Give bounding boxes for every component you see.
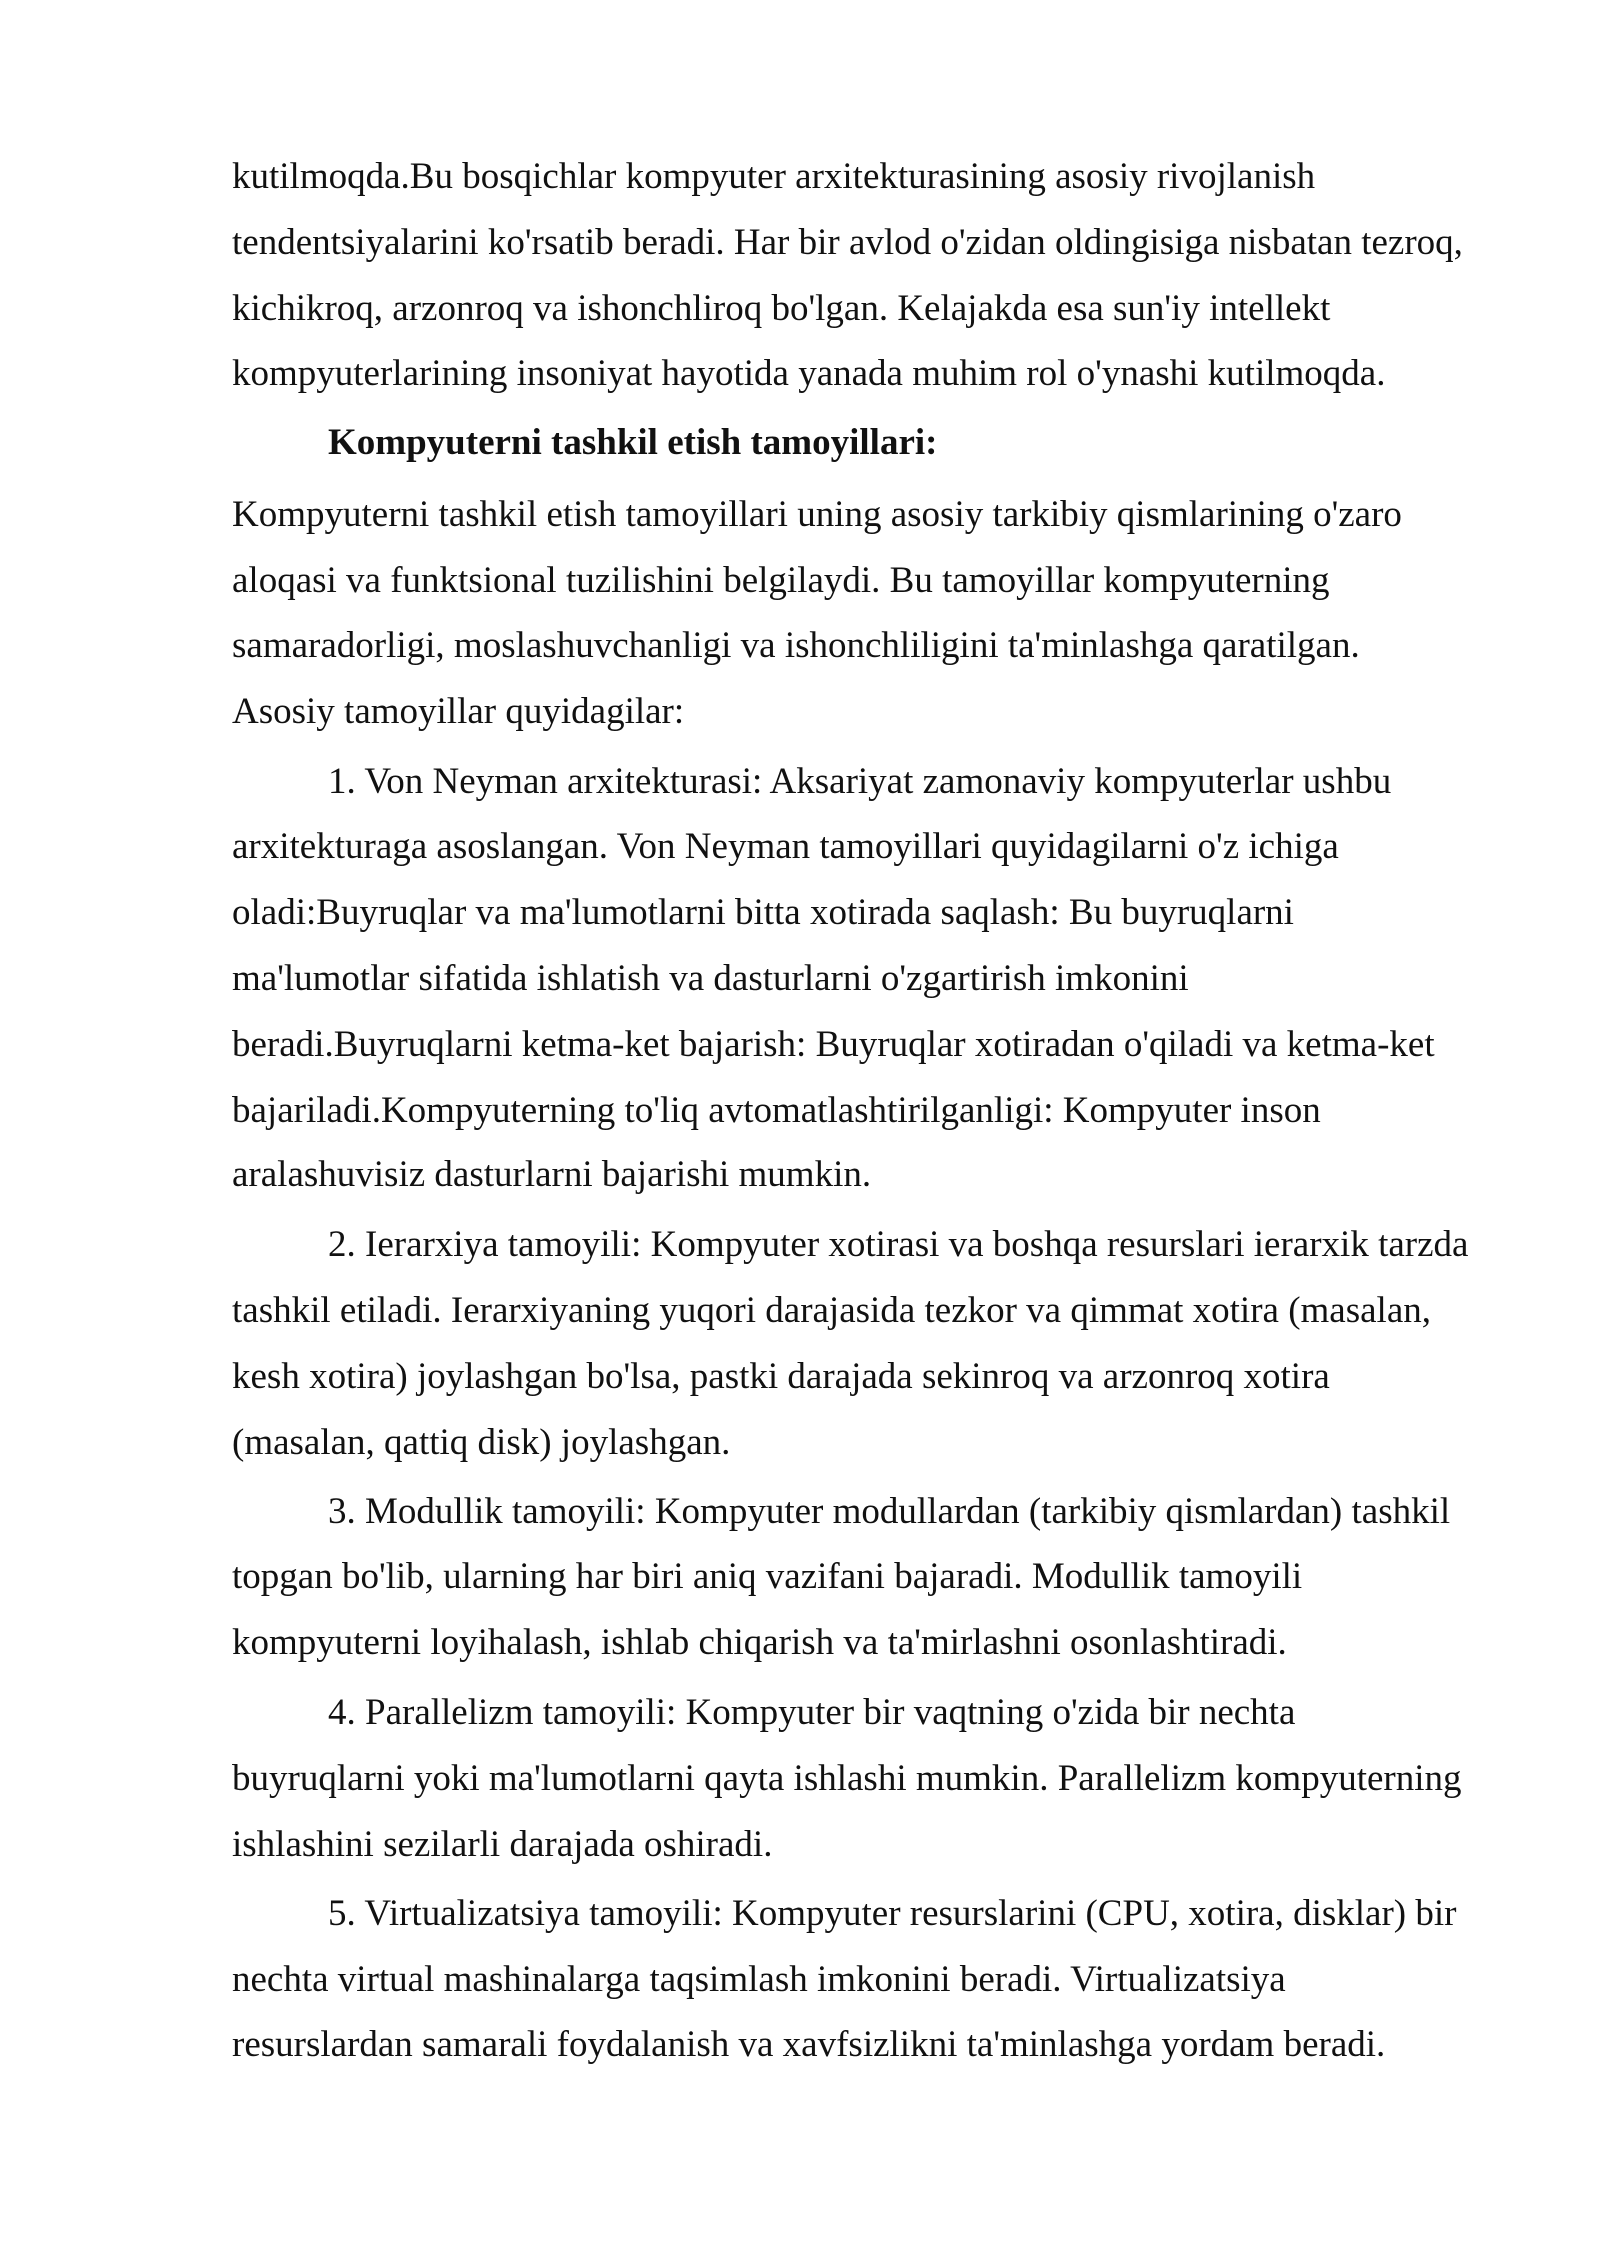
- text-line: buyruqlarni yoki ma'lumotlarni qayta ishlashi mumkin. Parallelizm kompyuterning: [232, 1758, 1462, 1799]
- text-line: resurslardan samarali foydalanish va xavfsizlikni ta'minlashga yordam beradi.: [232, 2024, 1386, 2065]
- text-line: arxitekturaga asoslangan. Von Neyman tamoyillari quyidagilarni o'z ichiga: [232, 826, 1339, 867]
- text-line: kompyuterni loyihalash, ishlab chiqarish va ta'mirlashni osonlashtiradi.: [232, 1622, 1287, 1663]
- text-line: tendentsiyalarini ko'rsatib beradi. Har bir avlod o'zidan oldingisiga nisbatan tezroq,: [232, 222, 1463, 263]
- text-line: ishlashini sezilarli darajada oshiradi.: [232, 1824, 773, 1865]
- text-line: (masalan, qattiq disk) joylashgan.: [232, 1422, 731, 1463]
- text-line: bajariladi.Kompyuterning to'liq avtomatlashtirilganligi: Kompyuter inson: [232, 1090, 1321, 1131]
- list-item-start: 4. Parallelizm tamoyili: Kompyuter bir vaqtning o'zida bir nechta: [328, 1692, 1296, 1733]
- text-line: aloqasi va funktsional tuzilishini belgilaydi. Bu tamoyillar kompyuterning: [232, 560, 1330, 601]
- text-line: ma'lumotlar sifatida ishlatish va dasturlarni o'zgartirish imkonini: [232, 958, 1189, 999]
- text-line: kesh xotira) joylashgan bo'lsa, pastki darajada sekinroq va arzonroq xotira: [232, 1356, 1330, 1397]
- text-line: kichikroq, arzonroq va ishonchliroq bo'lgan. Kelajakda esa sun'iy intellekt: [232, 288, 1331, 329]
- text-line: oladi:Buyruqlar va ma'lumotlarni bitta xotirada saqlash: Bu buyruqlarni: [232, 892, 1294, 933]
- list-item-start: 5. Virtualizatsiya tamoyili: Kompyuter resurslarini (CPU, xotira, disklar) bir: [328, 1893, 1457, 1934]
- text-line: kutilmoqda.Bu bosqichlar kompyuter arxitekturasining asosiy rivojlanish: [232, 156, 1316, 197]
- section-heading: Kompyuterni tashkil etish tamoyillari:: [328, 422, 938, 463]
- text-line: Kompyuterni tashkil etish tamoyillari uning asosiy tarkibiy qismlarining o'zaro: [232, 494, 1402, 535]
- text-line: tashkil etiladi. Ierarxiyaning yuqori darajasida tezkor va qimmat xotira (masalan,: [232, 1290, 1431, 1331]
- text-line: Asosiy tamoyillar quyidagilar:: [232, 691, 685, 732]
- text-line: aralashuvisiz dasturlarni bajarishi mumkin.: [232, 1154, 872, 1195]
- text-line: beradi.Buyruqlarni ketma-ket bajarish: Buyruqlar xotiradan o'qiladi va ketma-ket: [232, 1024, 1435, 1065]
- text-line: nechta virtual mashinalarga taqsimlash imkonini beradi. Virtualizatsiya: [232, 1959, 1286, 2000]
- list-item-start: 3. Modullik tamoyili: Kompyuter modullardan (tarkibiy qismlardan) tashkil: [328, 1491, 1451, 1532]
- list-item-start: 2. Ierarxiya tamoyili: Kompyuter xotirasi va boshqa resurslari ierarxik tarzda: [328, 1224, 1469, 1265]
- text-line: topgan bo'lib, ularning har biri aniq vazifani bajaradi. Modullik tamoyili: [232, 1556, 1303, 1597]
- text-line: kompyuterlarining insoniyat hayotida yanada muhim rol o'ynashi kutilmoqda.: [232, 353, 1386, 394]
- text-line: samaradorligi, moslashuvchanligi va ishonchliligini ta'minlashga qaratilgan.: [232, 625, 1360, 666]
- list-item-start: 1. Von Neyman arxitekturasi: Aksariyat zamonaviy kompyuterlar ushbu: [328, 761, 1392, 802]
